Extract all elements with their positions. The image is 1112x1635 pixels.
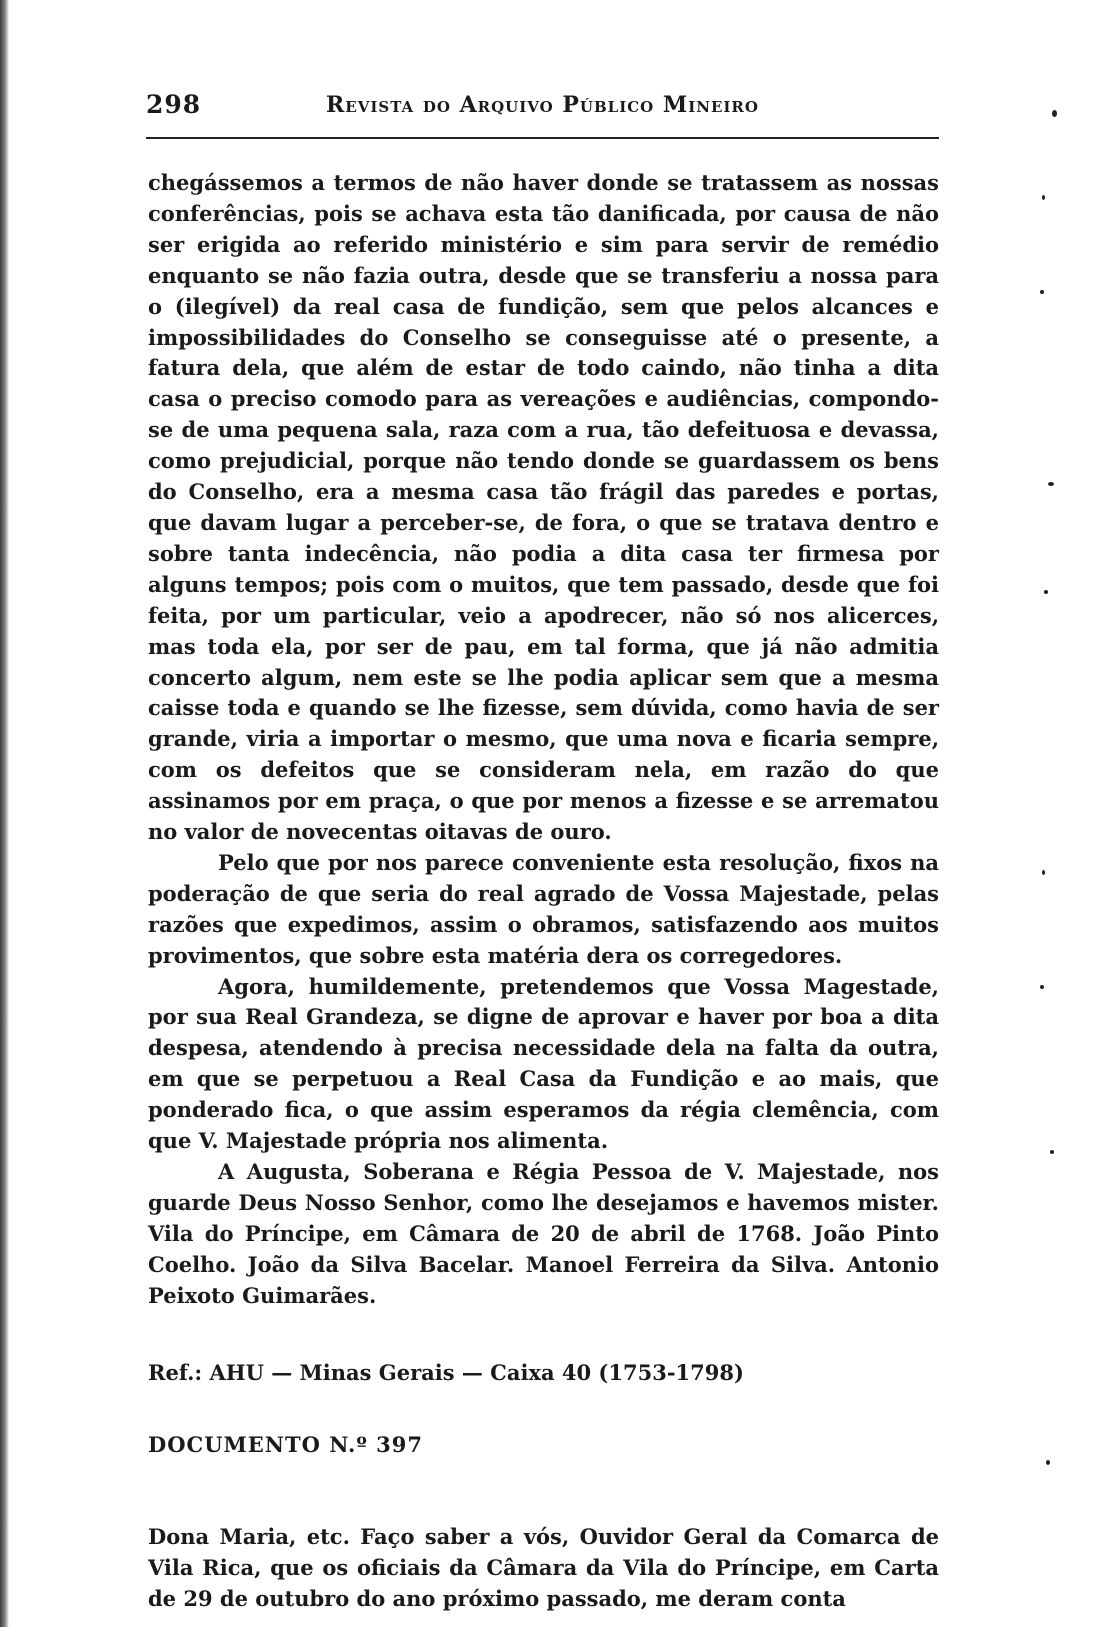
page-number: 298 bbox=[146, 90, 202, 119]
scan-speck bbox=[1050, 1150, 1054, 1154]
document-heading: DOCUMENTO N.º 397 bbox=[148, 1432, 424, 1457]
scan-speck bbox=[1052, 110, 1057, 117]
header-rule bbox=[146, 137, 939, 139]
paragraph-signatures: A Augusta, Soberana e Régia Pessoa de V. Majestade, nos guarde Deus Nosso Senhor, como lhe desejamos e havemos mister. Vila do Príncipe, em Câmara de 20 de abril de 1768. João Pinto Coelho. João da Silva Bacelar. Manoel Ferreira da Silva. Antonio Peixoto Guimarães. bbox=[148, 1159, 939, 1308]
scan-speck bbox=[1040, 985, 1044, 989]
paragraph-continuation: chegássemos a termos de não haver donde se tratassem as nossas conferências, pois se achava esta tão danificada, por causa de não ser erigida ao referido ministério e sim para servir de remédio enquanto se não fazia outra, desde que se transferiu a nossa para o (ilegível) da real casa de fundição, sem que pelos alcances e impossibilidades do Conselho se conseguisse até o presente, a fatura dela, que além de estar de todo caindo, não tinha a dita casa o preciso comodo para as vereações e audiências, compondo-se de uma pequena sala, raza com a rua, tão defeituosa e devassa, como prejudicial, porque não tendo donde se guardassem os bens do Conselho, era a mesma casa tão frágil das paredes e portas, que davam lugar a perceber-se, de fora, o que se tratava dentro e sobre tanta indecência, não podia a dita casa ter firmesa por alguns tempos; pois com o muitos, que tem passado, desde que foi feita, por um particular, veio a apodrecer, não só nos alicerces, mas toda ela, por ser de pau, em tal forma, que já não admitia concerto algum, nem este se lhe podia aplicar sem que a mesma caisse toda e quando se lhe fizesse, sem dúvida, como havia de ser grande, viria a importar o mesmo, que uma nova e ficaria sempre, com os defeitos que se consideram nela, em razão do que assinamos por em praça, o que por menos a fizesse e se arrematou no valor de novecentas oitavas de ouro. bbox=[148, 170, 939, 845]
document-text bbox=[148, 1500, 939, 1635]
reference-line: Ref.: AHU — Minas Gerais — Caixa 40 (1753-1798) bbox=[148, 1360, 744, 1385]
scan-speck bbox=[1042, 870, 1045, 875]
running-title: Revista do Arquivo Público Mineiro bbox=[326, 92, 759, 118]
paragraph: Agora, humildemente, pretendemos que Vossa Magestade, por sua Real Grandeza, se digne de aprovar e haver por boa a dita despesa, atendendo à precisa necessidade dela na falta da outra, em que se perpetuou a Real Casa da Fundição e ao mais, que ponderado fica, o que assim esperamos da régia clemência, com que V. Majestade própria nos alimenta. bbox=[148, 973, 939, 1154]
scan-speck bbox=[1046, 1460, 1050, 1465]
scan-speck bbox=[1048, 482, 1054, 486]
scan-speck bbox=[1042, 195, 1045, 200]
paragraph: Dona Maria, etc. Faço saber a vós, Ouvidor Geral da Comarca de Vila Rica, que os oficiais da Câmara da Vila do Príncipe, em Carta de 29 de outubro do ano próximo passado, me deram conta bbox=[148, 1524, 939, 1611]
paragraph: Pelo que por nos parece conveniente esta resolução, fixos na poderação de que seria do real agrado de Vossa Majestade, pelas razões que expedimos, assim o obramos, satisfazendo aos muitos provimentos, que sobre esta matéria dera os corregedores. bbox=[148, 849, 939, 968]
scan-speck bbox=[1044, 590, 1048, 594]
page-header bbox=[146, 88, 938, 124]
body-text bbox=[148, 168, 939, 1312]
page-edge-shadow bbox=[0, 0, 9, 1627]
scan-speck bbox=[1040, 290, 1044, 294]
